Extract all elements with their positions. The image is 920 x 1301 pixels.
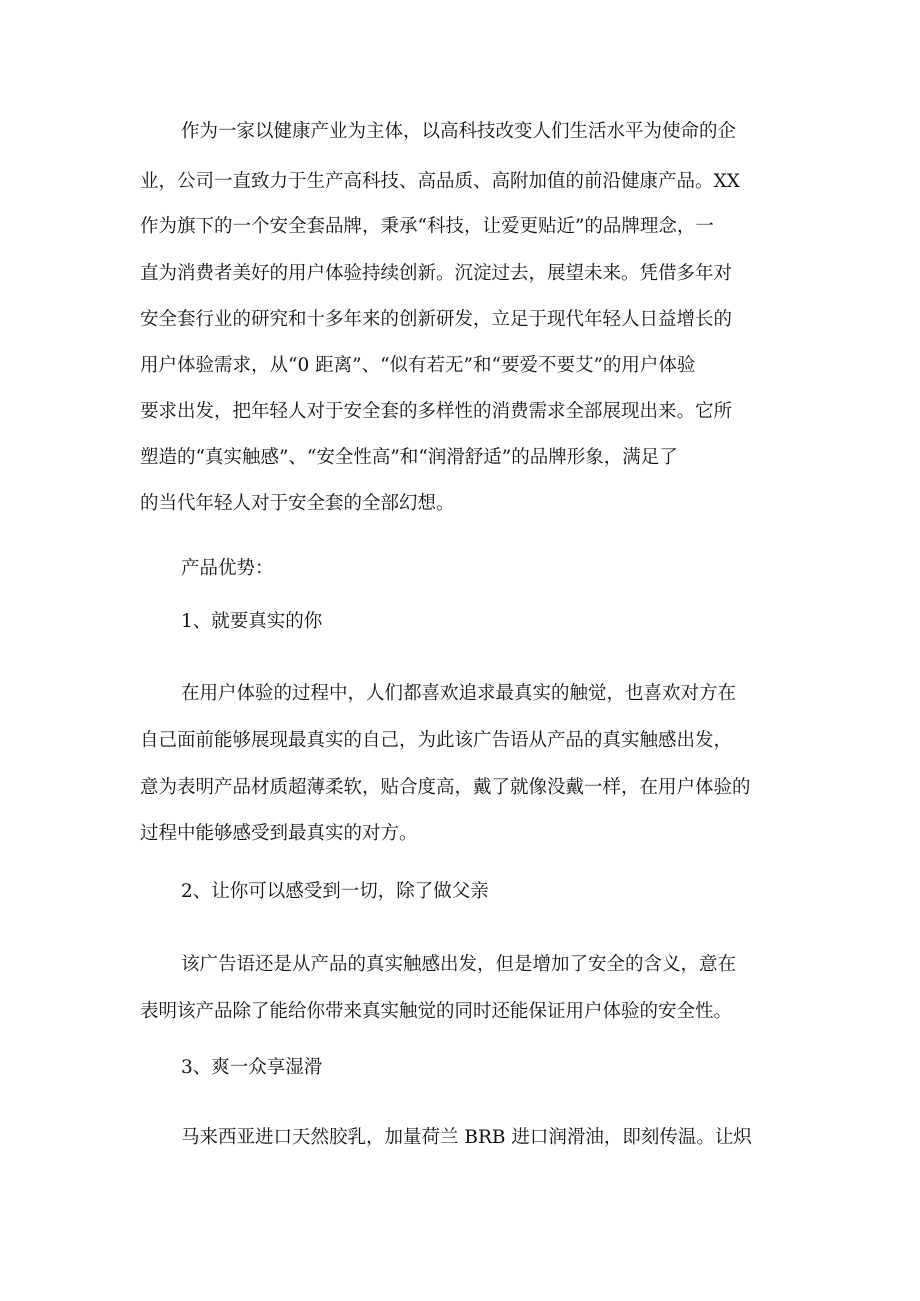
intro-line: 作为旗下的一个安全套品牌，秉承“科技，让爱更贴近”的品牌理念，一 — [140, 216, 714, 237]
intro-line: 用户体验需求，从“0 距离”、“似有若无”和“要爱不要艾”的用户体验 — [140, 355, 696, 376]
item-body-line: 马来西亚进口天然胶乳，加量荷兰 BRB 进口润滑油，即刻传温。让炽 — [181, 1127, 752, 1148]
intro-line: 塑造的“真实触感”、“安全性高”和“润滑舒适”的品牌形象，满足了 — [140, 447, 678, 468]
item-body-line: 意为表明产品材质超薄柔软，贴合度高，戴了就像没戴一样，在用户体验的 — [140, 777, 751, 798]
intro-line: 安全套行业的研究和十多年来的创新研发，立足于现代年轻人日益增长的 — [140, 309, 733, 330]
intro-line: 作为一家以健康产业为主体，以高科技改变人们生活水平为使命的企 — [181, 121, 737, 142]
item-title: 1、就要真实的你 — [181, 611, 323, 632]
item-body-line: 自己面前能够展现最真实的自己，为此该广告语从产品的真实触感出发， — [140, 730, 733, 751]
intro-line: 直为消费者美好的用户体验持续创新。沉淀过去，展望未来。凭借多年对 — [140, 263, 733, 284]
item-body-line: 该广告语还是从产品的真实触感出发，但是增加了安全的含义，意在 — [181, 954, 737, 975]
intro-line: 的当代年轻人对于安全套的全部幻想。 — [140, 493, 455, 514]
item-title: 2、让你可以感受到一切，除了做父亲 — [181, 881, 489, 902]
item-title: 3、爽一众享湿滑 — [181, 1057, 323, 1078]
section-heading: 产品优势： — [181, 558, 274, 579]
intro-line: 业，公司一直致力于生产高科技、高品质、高附加值的前沿健康产品。XX — [140, 171, 740, 192]
item-body-line: 过程中能够感受到最真实的对方。 — [140, 823, 418, 844]
item-body-line: 在用户体验的过程中，人们都喜欢追求最真实的触觉，也喜欢对方在 — [181, 683, 737, 704]
intro-line: 要求出发，把年轻人对于安全套的多样性的消费需求全部展现出来。它所 — [140, 401, 733, 422]
item-body-line: 表明该产品除了能给你带来真实触觉的同时还能保证用户体验的安全性。 — [140, 1001, 733, 1022]
